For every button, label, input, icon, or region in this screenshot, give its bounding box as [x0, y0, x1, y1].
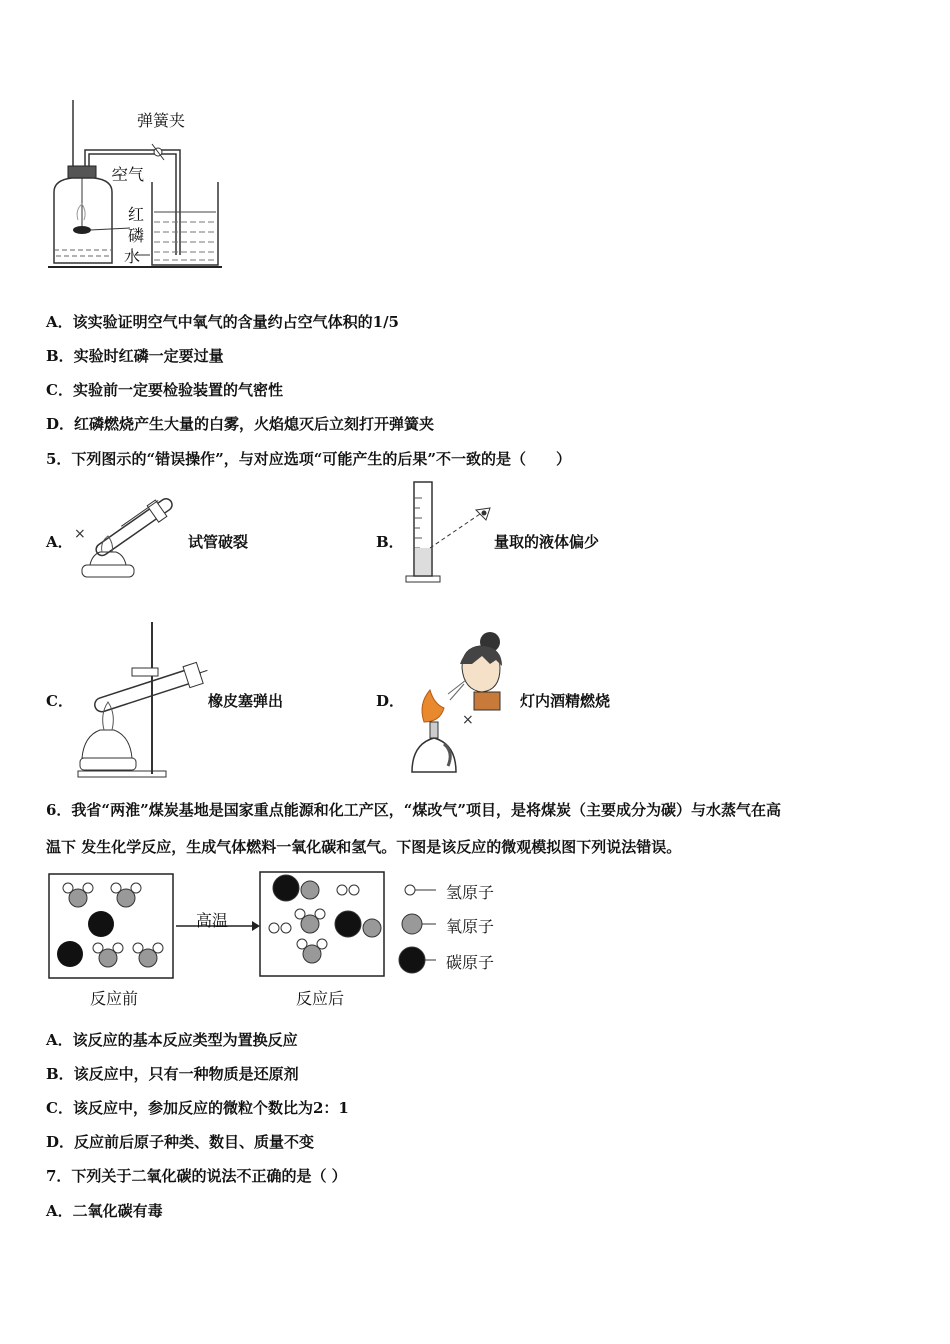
q6-stem-line1: 6．我省“两淮”煤炭基地是国家重点能源和化工产区，“煤改气”项目，是将煤炭（主要成分为碳）与水蒸气在高 — [46, 801, 781, 819]
blowing-out-lamp-figure — [400, 612, 520, 782]
q5-option-c-consequence: 橡皮塞弹出 — [208, 692, 284, 710]
q6-stem-line2: 温下 发生化学反应，生成气体燃料一氧化碳和氢气。下图是该反应的微观模拟图下列说法错误。 — [46, 838, 682, 856]
q5-option-b-letter: B． — [376, 533, 404, 551]
q6-option-c: C．该反应中，参加反应的微粒个数比为2：1 — [46, 1099, 349, 1117]
svg-text:×: × — [462, 712, 474, 728]
reaction-condition-label: 高温 — [196, 911, 229, 930]
q6-option-a: A．该反应的基本反应类型为置换反应 — [46, 1031, 298, 1049]
air-label: 空气 — [112, 165, 145, 184]
q6-option-d: D．反应前后原子种类、数目、质量不变 — [46, 1133, 315, 1151]
heating-test-tube-figure — [70, 480, 185, 585]
q4-option-c: C．实验前一定要检验装置的气密性 — [46, 381, 283, 399]
graduated-cylinder-figure — [400, 478, 500, 586]
clamp-label: 弹簧夹 — [137, 111, 186, 130]
stand-heating-figure — [70, 618, 215, 780]
q5-option-c-letter: C． — [46, 692, 73, 710]
q5-option-a-consequence: 试管破裂 — [188, 533, 249, 551]
q6-option-b: B．该反应中，只有一种物质是还原剂 — [46, 1065, 299, 1083]
svg-text:×: × — [74, 526, 86, 542]
q5-option-d-letter: D． — [376, 692, 405, 710]
legend-hydrogen: 氢原子 — [446, 883, 495, 902]
q5-stem: 5．下列图示的“错误操作”，与对应选项“可能产生的后果”不一致的是（ ） — [46, 450, 571, 468]
q4-option-a: A．该实验证明空气中氧气的含量约占空气体积的1/5 — [46, 313, 399, 331]
water-label: 水 — [124, 247, 141, 266]
q4-option-d: D．红磷燃烧产生大量的白雾，火焰熄灭后立刻打开弹簧夹 — [46, 415, 435, 433]
legend-carbon: 碳原子 — [446, 953, 495, 972]
after-label: 反应后 — [296, 989, 345, 1008]
q5-option-d-consequence: 灯内酒精燃烧 — [520, 692, 611, 710]
q5-option-a-letter: A． — [46, 533, 73, 551]
before-label: 反应前 — [90, 989, 139, 1008]
q4-option-b: B．实验时红磷一定要过量 — [46, 347, 224, 365]
legend-oxygen: 氧原子 — [446, 917, 495, 936]
q5-option-b-consequence: 量取的液体偏少 — [494, 533, 600, 551]
q7-option-a: A．二氧化碳有毒 — [46, 1202, 163, 1220]
phosphorus-label-2: 磷 — [128, 226, 145, 245]
phosphorus-label-1: 红 — [128, 205, 145, 224]
q7-stem: 7．下列关于二氧化碳的说法不正确的是（ ） — [46, 1167, 347, 1185]
